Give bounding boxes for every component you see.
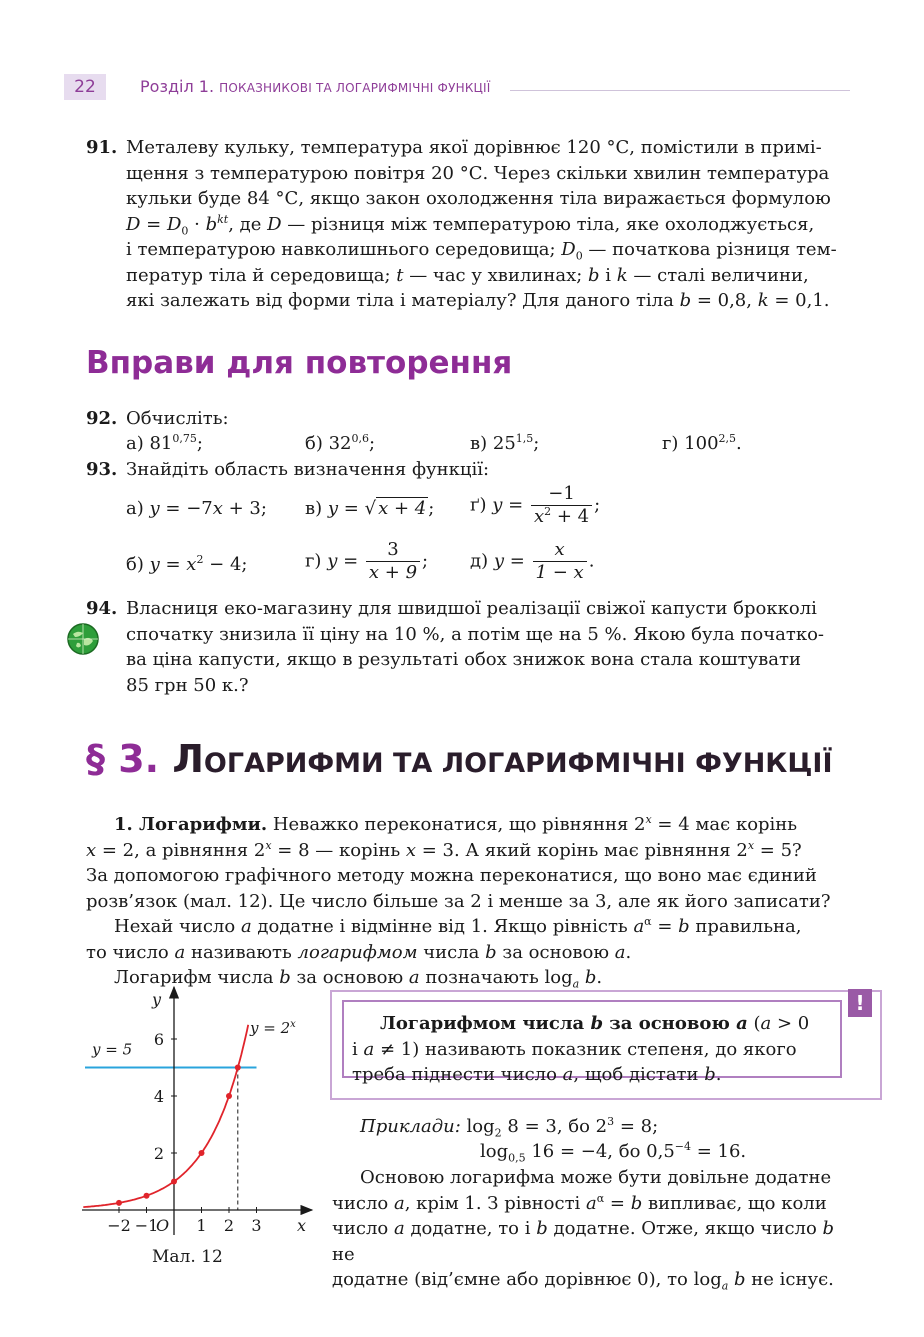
example-2: $\log_{0,5} 16 = -4$, бо $0,5^{-4} = 16$. [480, 1140, 747, 1165]
text-line: кульки буде 84 °С, якщо закон охолодження тіла виражається формулою [126, 188, 831, 209]
data-point [144, 1193, 150, 1199]
data-point [235, 1065, 241, 1071]
text-line: ва ціна капусти, якщо в результаті обох знижок вона стала коштувати [126, 649, 801, 670]
header-rule [510, 90, 850, 91]
problem-91-text [126, 135, 852, 314]
text-line: і температурою навколишнього середовища; $D_0$ — початкова різниця тем- [126, 239, 837, 263]
problem-92-text: Обчисліть: [126, 408, 229, 429]
item-93g: г) y = $\frac{3}{x + 9}$ ; [305, 539, 429, 583]
text-line: x = 2, а рівняння $2^x = 8$ — корінь x = 3. А який корінь має рівняння $2^x = 5$? [86, 838, 802, 861]
text-line: Логарифм числа b за основою a позначають $\log_a b$. [114, 967, 603, 991]
item-93d: д) y = $\frac{x}{1 - x}$ . [470, 539, 595, 583]
text-line: 1. Логарифми. Неважко переконатися, що рівняння $2^x = 4$ має корінь [114, 813, 798, 835]
text-line: ператур тіла й середовища; t — час у хвилинах; b і k — сталі величини, [126, 264, 809, 286]
text-line: Логарифмом числа b за основою a (a > 0 [380, 1013, 810, 1034]
item-92a: а) 81$^{0,75}$; [126, 432, 203, 454]
figure-graph [80, 985, 320, 1245]
text-line: Металеву кульку, температура якої дорівнює 120 °С, помістили в примі- [126, 137, 822, 158]
section-heading: Вправи для повторення [86, 345, 513, 381]
curve-label: $y = 2^x$ [250, 1019, 296, 1037]
x-tick-label: −1 [134, 1216, 159, 1235]
important-badge: ! [848, 989, 872, 1017]
eco-globe-icon [66, 622, 100, 656]
problem-93-text: Знайдіть область визначення функції: [126, 459, 490, 480]
item-93g1: ґ) y = $\frac{-1}{x^2 + 4}$ ; [470, 483, 601, 527]
text-line: $D = D_0 \cdot b^{kt}$, де D — різниця між температурою тіла, яке охолоджується, [126, 212, 815, 238]
text-line: треба піднести число a, щоб дістати b. [352, 1064, 722, 1085]
item-92b: б) 32$^{0,6}$; [305, 432, 376, 454]
x-tick-label: 3 [251, 1216, 262, 1235]
problem-number: 91. [86, 137, 118, 158]
problem-94-text [126, 596, 852, 698]
data-point [116, 1200, 122, 1206]
text-line: число a додатне, то і b додатне. Отже, якщо число b не [332, 1218, 835, 1265]
body-text [86, 812, 854, 991]
section-title: § 3. ЛОГАРИФМИ ТА ЛОГАРИФМІЧНІ ФУНКЦІЇ [86, 737, 833, 781]
x-tick-label: 2 [223, 1216, 235, 1235]
curve-label-exponent: x [290, 1019, 296, 1030]
x-tick-label: 1 [196, 1216, 207, 1235]
item-92c: в) 25$^{1,5}$; [470, 432, 540, 454]
item-92d: г) 100$^{2,5}$. [662, 432, 742, 454]
item-93a: а) y = −7x + 3; [126, 498, 267, 519]
data-point [226, 1093, 232, 1099]
item-93b: б) $y = x^2 - 4$; [126, 553, 248, 575]
text-line: число a, крім 1. З рівності $a^\alpha = b$ випливає, що коли [332, 1191, 827, 1214]
text-line: щення з температурою повітря 20 °С. Через скільки хвилин температура [126, 162, 830, 184]
running-head [140, 76, 491, 99]
item-93v: в) y = √ x + 4 ; [305, 498, 435, 519]
origin-label: O [156, 1216, 170, 1235]
x-axis-label: x [297, 1216, 307, 1235]
text-line: то число a називають логарифмом числа b за основою a. [86, 941, 632, 963]
data-point [171, 1179, 177, 1185]
y-axis-label: y [152, 990, 162, 1009]
section-number: § 3. [86, 737, 160, 781]
page-number: 22 [64, 74, 106, 100]
data-point [199, 1150, 205, 1156]
text-line: спочатку знизила її ціну на 10 %, а потім ще на 5 %. Якою була початко- [126, 623, 825, 645]
problem-number: 94. [86, 598, 118, 619]
text-line: Нехай число a додатне і відмінне від 1. Якщо рівність $a^\alpha = b$ правильна, [114, 915, 802, 937]
body-text-right [332, 1165, 852, 1293]
text-line: 85 грн 50 к.? [126, 674, 249, 696]
y-tick-label: 2 [153, 1144, 164, 1163]
text-line: розв’язок (мал. 12). Це число більше за 2 і менше за 3, але як його записати? [86, 890, 831, 912]
chapter-title: ПОКАЗНИКОВІ ТА ЛОГАРИФМІЧНІ ФУНКЦІЇ [219, 81, 491, 95]
x-tick-label: −2 [107, 1216, 131, 1235]
text-line: За допомогою графічного методу можна переконатися, що воно має єдиний [86, 865, 817, 886]
example-1: Приклади: $\log_2 8 = 3$, бо $2^3 = 8$; [360, 1115, 659, 1140]
text-line: Основою логарифма може бути довільне додатне [360, 1167, 832, 1188]
problem-number: 92. [86, 408, 118, 429]
text-line: Власниця еко-магазину для швидшої реалізації свіжої капусти брокколі [126, 598, 817, 619]
figure-caption: Мал. 12 [152, 1247, 223, 1267]
problem-number: 93. [86, 459, 118, 480]
y-tick-label: 6 [153, 1030, 164, 1049]
chapter-label: Розділ 1. [140, 77, 215, 96]
line-label: y = 5 [92, 1040, 133, 1059]
definition-text [352, 1011, 830, 1088]
y-tick-label: 4 [153, 1087, 164, 1106]
text-line: додатне (від’ємне або дорівнює 0), то $\log_a b$ не існує. [332, 1269, 834, 1293]
text-line: які залежать від форми тіла і матеріалу? Для даного тіла b = 0,8, k = 0,1. [126, 290, 830, 311]
text-line: і a ≠ 1) називають показник степеня, до якого [352, 1038, 797, 1060]
